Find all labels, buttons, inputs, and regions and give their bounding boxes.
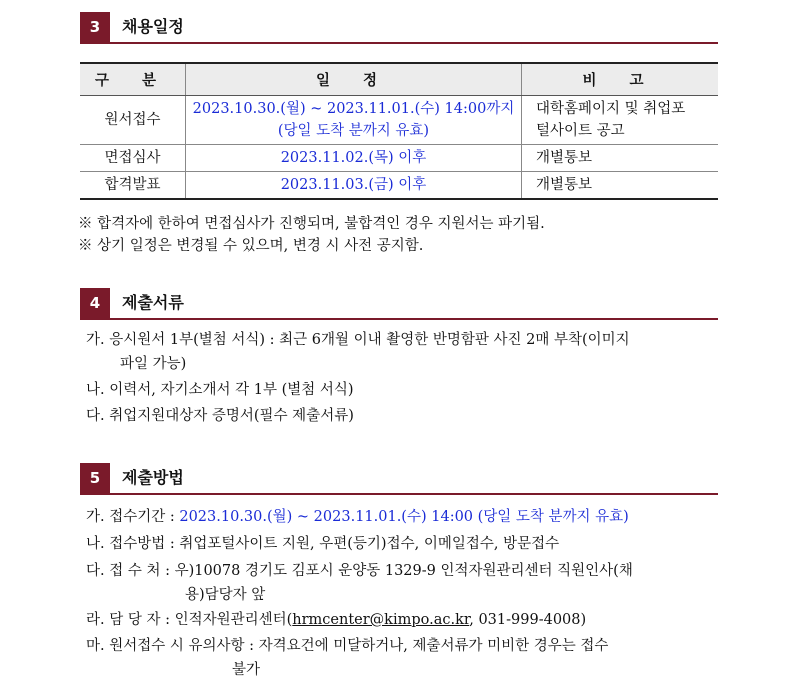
- row-category: 합격발표: [80, 172, 186, 200]
- column-header: 일 정: [186, 63, 522, 96]
- row-date: 2023.11.02.(목) 이후: [186, 145, 522, 172]
- table-row: [80, 145, 718, 172]
- schedule-note: ※ 상기 일정은 변경될 수 있으며, 변경 시 사전 공지함.: [78, 238, 424, 254]
- section-title: 제출서류: [122, 293, 184, 312]
- method-caution-continued: 불가: [232, 662, 261, 678]
- row-note: [522, 96, 719, 145]
- method-contact-prefix: 라. 담 당 자 : 인적자원관리센터(: [86, 612, 293, 628]
- section-number: 3: [80, 12, 110, 42]
- column-header: 비 고: [522, 63, 719, 96]
- schedule-table: [80, 62, 718, 200]
- row-note: 개별통보: [522, 145, 719, 172]
- section-header-documents: [80, 288, 718, 320]
- row-note-line: 털사이트 공고: [536, 123, 625, 139]
- document-item: 다. 취업지원대상자 증명서(필수 제출서류): [86, 408, 354, 424]
- method-address: 다. 접 수 처 : 우)10078 경기도 김포시 운양동 1329-9 인적자원관리센터 직원인사(채: [86, 563, 633, 579]
- method-caution: 마. 원서접수 시 유의사항 : 자격요건에 미달하거나, 제출서류가 미비한 경우는 접수: [86, 638, 609, 654]
- method-contact-suffix: , 031-999-4008): [469, 612, 587, 628]
- section-number: 4: [80, 288, 110, 318]
- row-note: 개별통보: [522, 172, 719, 200]
- contact-email-link[interactable]: hrmcenter@kimpo.ac.kr: [292, 612, 470, 628]
- document-item-continued: 파일 가능): [120, 356, 187, 372]
- method-way: 나. 접수방법 : 취업포털사이트 지원, 우편(등기)접수, 이메일접수, 방문접수: [86, 536, 560, 552]
- section-header-schedule: [80, 12, 718, 44]
- row-category: 면접심사: [80, 145, 186, 172]
- method-period-value: 2023.10.30.(월) ~ 2023.11.01.(수) 14:00 (당일 도착 분까지 유효): [179, 509, 629, 525]
- schedule-note: ※ 합격자에 한하여 면접심사가 진행되며, 불합격인 경우 지원서는 파기됨.: [78, 216, 545, 232]
- method-period-label: 가. 접수기간 :: [86, 509, 180, 525]
- row-category: 원서접수: [80, 96, 186, 145]
- column-header: 구 분: [80, 63, 186, 96]
- section-number: 5: [80, 463, 110, 493]
- method-contact: [86, 608, 722, 632]
- row-date: [186, 96, 522, 145]
- document-item: 나. 이력서, 자기소개서 각 1부 (별첨 서식): [86, 382, 354, 398]
- section-title: 채용일정: [122, 17, 184, 36]
- table-row: [80, 96, 718, 145]
- row-note-line: 대학홈페이지 및 취업포: [536, 101, 686, 117]
- section-title: 제출방법: [122, 468, 184, 487]
- table-row: [80, 172, 718, 200]
- row-date-line: (당일 도착 분까지 유효): [277, 123, 430, 139]
- method-address-continued: 용)담당자 앞: [185, 587, 266, 603]
- section-header-method: [80, 463, 718, 495]
- table-header-row: [80, 63, 718, 96]
- row-date-line: 2023.10.30.(월) ~ 2023.11.01.(수) 14:00까지: [192, 101, 515, 117]
- method-period: [86, 505, 722, 529]
- document-item: 가. 응시원서 1부(별첨 서식) : 최근 6개월 이내 촬영한 반명함판 사진 2매 부착(이미지: [86, 332, 630, 348]
- row-date: 2023.11.03.(금) 이후: [186, 172, 522, 200]
